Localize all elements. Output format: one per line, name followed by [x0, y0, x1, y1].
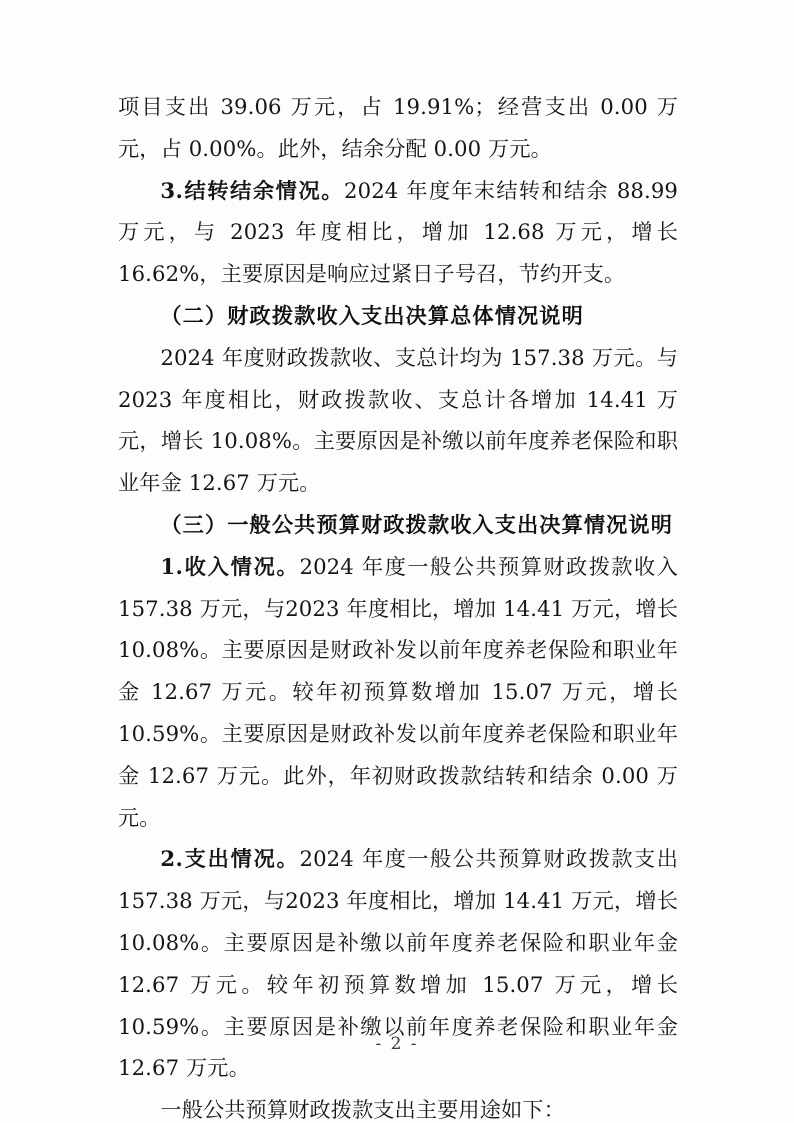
document-body — [118, 86, 678, 1123]
paragraph-carryover-balance — [118, 170, 678, 295]
paragraph-income-situation-lead: 1.收入情况。 — [160, 553, 300, 579]
paragraph-carryover-balance-text: 2024 年度年末结转和结余 88.99 万元，与 2023 年度相比，增加 12.68 万元，增长 16.62%，主要原因是响应过紧日子号召，节约开支。 — [118, 177, 678, 287]
paragraph-income-situation — [118, 546, 678, 839]
paragraph-project-expenditure: 项目支出 39.06 万元，占 19.91%；经营支出 0.00 万元，占 0.00%。此外，结余分配 0.00 万元。 — [118, 94, 678, 161]
heading-section-two: （二）财政拨款收入支出决算总体情况说明 — [160, 302, 584, 328]
paragraph-carryover-balance-lead: 3.结转结余情况。 — [160, 177, 345, 203]
paragraph-fiscal-appropriation-overview: 2024 年度财政拨款收、支总计均为 157.38 万元。与 2023 年度相比，财政拨款收、支总计各增加 14.41 万元，增长 10.08%。主要原因是补缴以前年度养老保险和职业年金 12.67 万元。 — [118, 344, 678, 496]
paragraph-expenditure-situation-lead: 2.支出情况。 — [160, 846, 300, 872]
page-number-footer: - 2 - — [375, 1034, 419, 1054]
heading-section-three: （三）一般公共预算财政拨款收入支出决算情况说明 — [160, 511, 674, 537]
paragraph-expenditure-situation-text: 2024 年度一般公共预算财政拨款支出 157.38 万元，与2023 年度相比，增加 14.41 万元，增长 10.08%。主要原因是补缴以前年度养老保险和职业年金 12.67 万元。较年初预算数增加 15.07 万元，增长 10.59%。主要原因是补缴以前年度养老保险和职业年金 12.67 万元。 — [118, 846, 678, 1081]
paragraph-income-situation-text: 2024 年度一般公共预算财政拨款收入 157.38 万元，与2023 年度相比，增加 14.41 万元，增长 10.08%。主要原因是财政补发以前年度养老保险和职业年金 12.67 万元。较年初预算数增加 15.07 万元，增长 10.59%。主要原因是财政补发以前年度养老保险和职业年金 12.67 万元。此外，年初财政拨款结转和结余 0.00 万元。 — [118, 553, 678, 830]
paragraph-expenditure-uses-intro: 一般公共预算财政拨款支出主要用途如下： — [160, 1097, 565, 1123]
